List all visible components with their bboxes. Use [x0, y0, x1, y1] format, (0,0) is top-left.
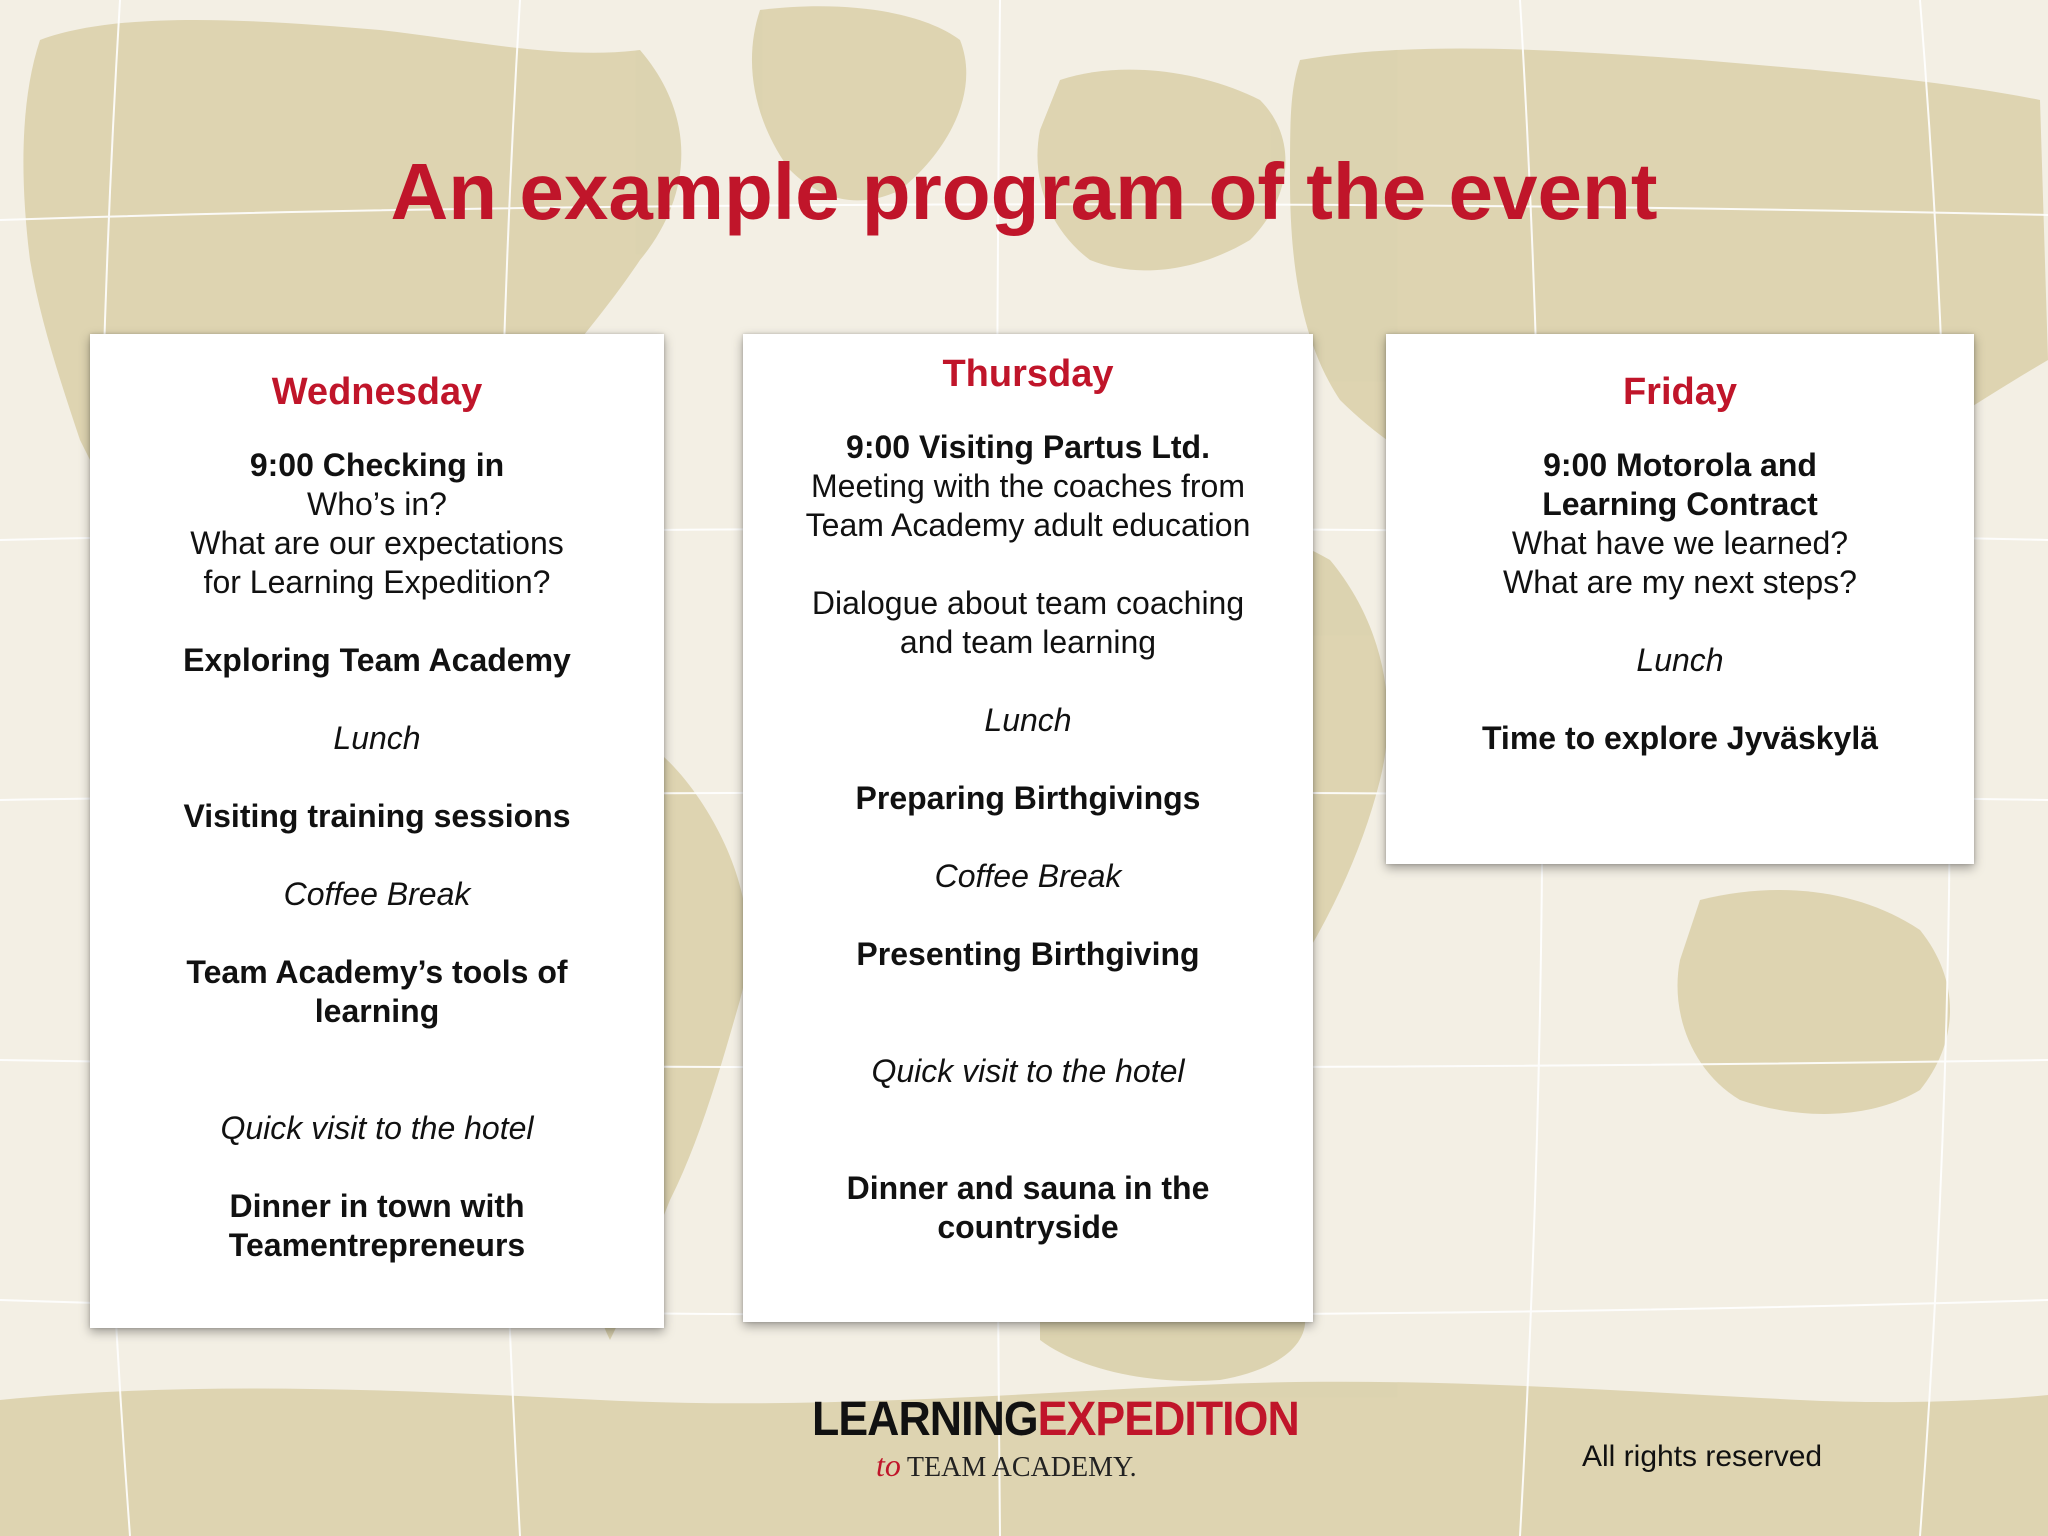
- day-heading: Friday: [1622, 371, 1738, 413]
- schedule-item: Who’s in?: [307, 486, 447, 522]
- schedule-item: Preparing Birthgivings: [855, 780, 1201, 816]
- spacer: [90, 602, 664, 641]
- schedule-item: What have we learned?: [1511, 525, 1849, 561]
- schedule-item: Visiting training sessions: [183, 798, 571, 834]
- schedule-item: Coffee Break: [283, 876, 471, 912]
- spacer: [90, 1031, 664, 1109]
- logo-wordmark: [812, 1392, 1299, 1448]
- schedule-item: Dinner in town with: [229, 1188, 525, 1224]
- schedule-item: learning: [314, 993, 440, 1029]
- schedule-item: Dinner and sauna in the: [846, 1170, 1210, 1206]
- spacer: [743, 818, 1313, 857]
- schedule-item: What are our expectations: [190, 525, 564, 561]
- schedule-item: Time to explore Jyväskylä: [1481, 720, 1879, 756]
- spacer: [90, 836, 664, 875]
- schedule-item: Team Academy’s tools of: [186, 954, 568, 990]
- spacer: [1386, 602, 1974, 641]
- day-heading: Wednesday: [271, 371, 483, 413]
- schedule-item: Meeting with the coaches from: [811, 468, 1245, 504]
- logo-subtitle: [812, 1448, 1237, 1485]
- logo-expedition-text: EXPEDITION: [1037, 1393, 1299, 1446]
- copyright-notice: All rights reserved: [1582, 1440, 1823, 1473]
- spacer: [743, 1091, 1313, 1169]
- schedule-item: Learning Contract: [1542, 486, 1818, 522]
- spacer: [90, 1148, 664, 1187]
- schedule-item: 9:00 Motorola and: [1543, 447, 1817, 483]
- spacer: [743, 662, 1313, 701]
- schedule-item: 9:00 Visiting Partus Ltd.: [846, 429, 1210, 465]
- schedule-item: and team learning: [899, 624, 1157, 660]
- spacer: [743, 545, 1313, 584]
- day-heading: Thursday: [942, 353, 1114, 395]
- schedule-item: What are my next steps?: [1503, 564, 1857, 600]
- schedule-item: Exploring Team Academy: [183, 642, 571, 678]
- schedule-item: Lunch: [333, 720, 421, 756]
- day-card-thursday: [743, 334, 1313, 1322]
- schedule-item: Quick visit to the hotel: [871, 1053, 1185, 1089]
- schedule-item: Teamentrepreneurs: [228, 1227, 526, 1263]
- spacer: [90, 914, 664, 953]
- day-card-wednesday: [90, 334, 664, 1328]
- schedule-item: Team Academy adult education: [805, 507, 1251, 543]
- spacer: [1386, 680, 1974, 719]
- schedule-item: Lunch: [1636, 642, 1724, 678]
- schedule-item: Coffee Break: [934, 858, 1122, 894]
- page-title: An example program of the event: [390, 147, 1658, 236]
- schedule-item: Presenting Birthgiving: [856, 936, 1200, 972]
- schedule-item: for Learning Expedition?: [203, 564, 551, 600]
- learning-expedition-logo: [812, 1392, 1299, 1492]
- spacer: [90, 758, 664, 797]
- logo-team-academy-text: TEAM ACADEMY.: [906, 1452, 1137, 1483]
- spacer: [743, 740, 1313, 779]
- logo-learning-text: LEARNING: [812, 1393, 1038, 1446]
- schedule-item: 9:00 Checking in: [249, 447, 505, 483]
- logo-to-text: to: [876, 1447, 901, 1483]
- schedule-item: Dialogue about team coaching: [811, 585, 1245, 621]
- spacer: [743, 974, 1313, 1052]
- day-card-friday: [1386, 334, 1974, 864]
- schedule-item: Lunch: [984, 702, 1072, 738]
- spacer: [90, 680, 664, 719]
- spacer: [743, 896, 1313, 935]
- schedule-item: Quick visit to the hotel: [220, 1110, 534, 1146]
- schedule-item: countryside: [937, 1209, 1119, 1245]
